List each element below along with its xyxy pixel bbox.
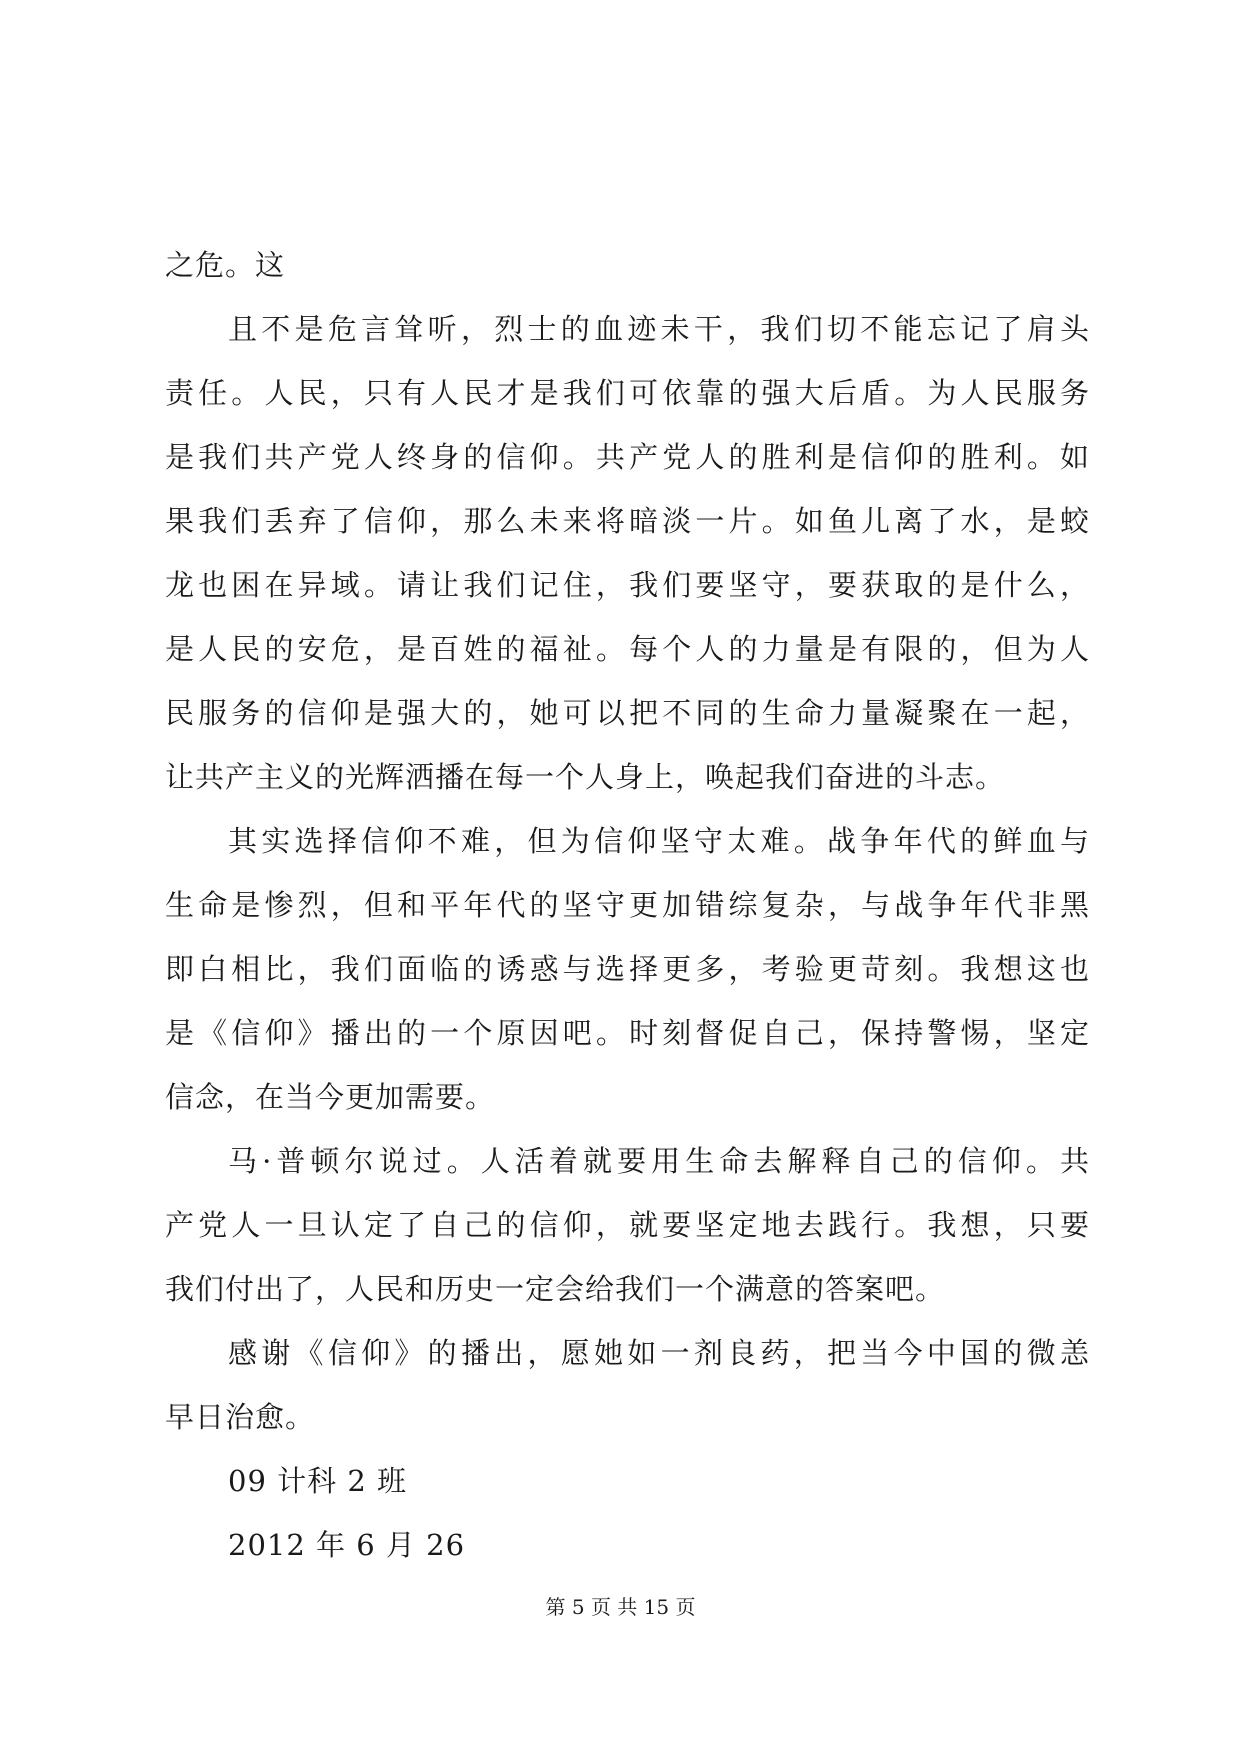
- text-line: 即白相比，我们面临的诱惑与选择更多，考验更苛刻。我想这也: [165, 952, 1090, 986]
- text-line: 09 计科 2 班: [228, 1464, 408, 1498]
- text-line: 是我们共产党人终身的信仰。共产党人的胜利是信仰的胜利。如: [165, 440, 1090, 474]
- text-line: 感谢《信仰》的播出，愿她如一剂良药，把当今中国的微恙: [228, 1336, 1090, 1370]
- page-footer: 第 5 页 共 15 页: [545, 1595, 696, 1619]
- document-body: [165, 233, 1090, 1577]
- text-line: 是人民的安危，是百姓的福祉。每个人的力量是有限的，但为人: [165, 632, 1090, 666]
- text-line: 其实选择信仰不难，但为信仰坚守太难。战争年代的鲜血与: [228, 824, 1090, 858]
- text-line: 龙也困在异域。请让我们记住，我们要坚守，要获取的是什么，: [165, 568, 1090, 602]
- text-line: 让共产主义的光辉洒播在每一个人身上，唤起我们奋进的斗志。: [165, 760, 1006, 794]
- text-line: 生命是惨烈，但和平年代的坚守更加错综复杂，与战争年代非黑: [165, 888, 1090, 922]
- text-line: 之危。这: [165, 248, 286, 282]
- text-line: 民服务的信仰是强大的，她可以把不同的生命力量凝聚在一起，: [165, 696, 1090, 730]
- text-line: 2012 年 6 月 26: [228, 1528, 466, 1562]
- text-line: 且不是危言耸听，烈士的血迹未干，我们切不能忘记了肩头: [228, 312, 1090, 346]
- text-line: 早日治愈。: [165, 1400, 316, 1434]
- text-line: 信念，在当今更加需要。: [165, 1080, 496, 1114]
- text-line: 责任。人民，只有人民才是我们可依靠的强大后盾。为人民服务: [165, 376, 1090, 410]
- text-line: 果我们丢弃了信仰，那么未来将暗淡一片。如鱼儿离了水，是蛟: [165, 504, 1090, 538]
- text-line: 是《信仰》播出的一个原因吧。时刻督促自己，保持警惕，坚定: [165, 1016, 1090, 1050]
- text-line: 马·普顿尔说过。人活着就要用生命去解释自己的信仰。共: [228, 1144, 1090, 1178]
- text-line: 产党人一旦认定了自己的信仰，就要坚定地去践行。我想，只要: [165, 1208, 1090, 1242]
- text-line: 我们付出了，人民和历史一定会给我们一个满意的答案吧。: [165, 1272, 946, 1306]
